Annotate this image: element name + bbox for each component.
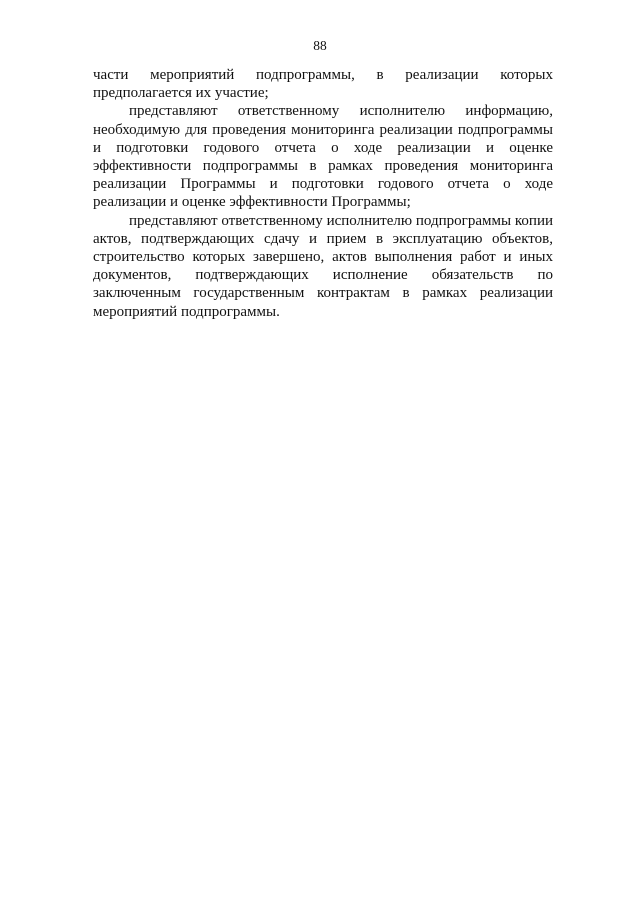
paragraph-participation: части мероприятий подпрограммы, в реализации которых предполагается их участие; bbox=[93, 67, 553, 102]
page-number: 88 bbox=[313, 38, 327, 53]
paragraph-acts-copies: представляют ответственному исполнителю подпрограммы копии актов, подтверждающих сдачу и прием в эксплуатацию объектов, строительство которых завершено, актов выполнения работ и иных документов, подтверждающих исполнение обязательств по заключенным государственным контрактам в рамках реализации мероприятий подпрограммы. bbox=[93, 212, 553, 320]
body-text bbox=[93, 66, 553, 321]
paragraph-monitoring-info: представляют ответственному исполнителю информацию, необходимую для проведения мониторинга реализации подпрограммы и подготовки годового отчета о ходе реализации и оценке эффективности подпрограммы в рамках проведения мониторинга реализации Программы и подготовки годового отчета о ходе реализации и оценке эффективности Программы; bbox=[93, 103, 553, 211]
